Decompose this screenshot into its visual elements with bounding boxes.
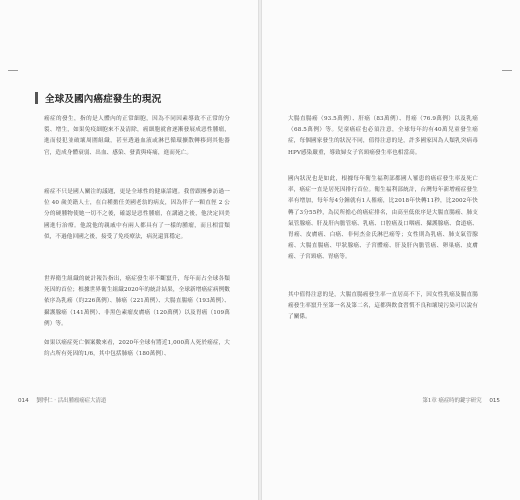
right-footer xyxy=(423,396,506,404)
paragraph-3: 世界衛生組織的統計報告指出，癌症發生率不斷竄升，每年而占全球各類死因的首位；根據世界衛生組織2020年的統計結果，全球新增癌症病例數依序為乳癌（約226萬例）、肺癌（221萬例）、大腸直腸癌（193萬例）、攝護腺癌（141萬例）、非黑色素瘤皮膚癌（120萬例）以及胃癌（109萬例）等。 xyxy=(44,276,230,327)
running-title: 劉博仁 · 活出腫瘤癌症大清道 xyxy=(36,398,107,404)
book-gutter xyxy=(258,0,262,500)
right-page xyxy=(260,0,520,500)
page-number: 015 xyxy=(489,398,500,404)
crop-mark xyxy=(8,70,18,71)
left-footer xyxy=(12,396,106,404)
paragraph-4: 如果以癌症死亡個案數來看，2020年全球有將近1,000萬人死於癌症，大約占所有死因的1/6，其中包括肺癌（180萬例）、 xyxy=(44,340,230,358)
paragraph-1: 癌症的發生，指的是人體內的正常細胞，因為不同因素導致不正常的分裂、增生，如果免疫細胞來不及清除，癌細胞就會逐漸發展成惡性腫瘤，進而侵犯並破壞周圍組織，甚至透過血液或淋巴循環擴散轉移到其他器官，造成身體衰弱、出血、感染、發黃與疼痛，進而死亡。 xyxy=(44,116,230,156)
section-heading-text: 全球及國內癌症發生的現況 xyxy=(45,94,162,105)
crop-mark xyxy=(502,70,512,71)
paragraph-2: 癌症不只是國人關注的議題，更是全球性的健康話題。我曾跟團參訪過一位 40 歲美籍人士，在白種擔任美國老翁的病友，因為伴子一顆直徑 2 公分的硬腫物使她一切不之後，確認是惡性腫瘤，在講過之後，他決定回美國進行治療。他說他的親戚中有兩人都具有了一樣的腫瘤，而且相當類似，不過他回國之後，接受了免疫療法，病況還算穩定。 xyxy=(44,189,230,240)
paragraph-2: 國內狀況也是如此，根據每年衛生福利部都國人罹患的癌症發生率及死亡率，癌症一直是居死因排行首位。衛生福利部統計，台灣每年新增癌症發生率有增加，每年每4分鐘就有1人罹癌，比2018年快轉11秒，比2002年快轉了3分55秒，為民所擔心的癌症排名，由高至低依序是大腸直腸癌、肺支氣管腺癌、肝及肝內膽管癌、乳癌、口腔癌及口咽癌、攝護腺癌、食道癌、胃癌、皮膚癌、白癌、非何杰金氏淋巴癌等；女性則為乳癌、肺支氣管腺癌、大腸直腸癌、甲狀腺癌、子宮體癌、肝及肝內膽管癌、卵巢癌、皮膚癌、子宮頸癌、胃癌等。 xyxy=(288,176,478,261)
heading-bar xyxy=(35,92,38,104)
chapter-label: 第1章 xyxy=(422,398,437,404)
page-number: 014 xyxy=(18,398,29,404)
paragraph-1: 大腸直腸癌（93.5萬例）、肝癌（83萬例）、胃癌（76.9萬例）以及乳癌（68.5萬例）等。兒童癌症也必須注意，全球每年約有40萬兒童發生癌症，每個國家發生的狀況不同，值得注意的是，許多國家因為人類乳突病毒HPV感染嚴重，導致婦女子宮頸癌發生率也相當高。 xyxy=(288,116,478,156)
section-heading xyxy=(35,91,245,105)
running-title: 癌症時的鍵字研究 xyxy=(438,398,482,404)
paragraph-3: 其中值得注意的是，大腸直腸癌發生率一直居高不下，因女性乳癌及腸直腸癌發生率竄升至第一名及第二名，這都與飲食習慣不良和壞境污染可以說有了關係。 xyxy=(288,292,478,321)
